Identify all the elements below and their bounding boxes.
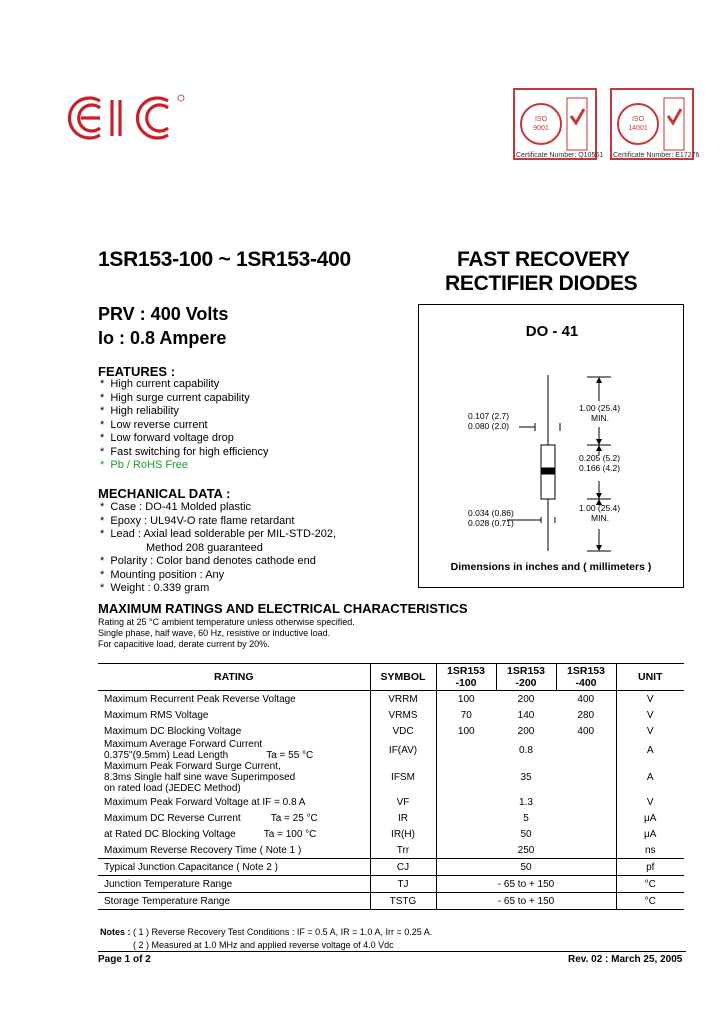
table-row: Maximum Reverse Recovery Time ( Note 1 ) Trr 250 ns bbox=[98, 842, 684, 859]
table-row: Maximum Recurrent Peak Reverse Voltage VRRM 100 200 400 V bbox=[98, 691, 684, 708]
table-row: Maximum Peak Forward Voltage at IF = 0.8 A VF 1.3 V bbox=[98, 794, 684, 810]
table-row: Junction Temperature Range TJ - 65 to + 150 °C bbox=[98, 876, 684, 893]
product-title-line1: FAST RECOVERY bbox=[457, 248, 630, 271]
features-heading: FEATURES : bbox=[98, 364, 176, 379]
table-row: Maximum DC Reverse Current Ta = 25 °C IR 5 μA bbox=[98, 810, 684, 826]
dim-lead-length-bottom: 1.00 (25.4) MIN. bbox=[579, 503, 621, 523]
list-item: * Fast switching for high efficiency bbox=[100, 445, 269, 458]
ratings-heading: MAXIMUM RATINGS AND ELECTRICAL CHARACTERISTICS bbox=[98, 601, 468, 616]
list-item: * High current capability bbox=[100, 378, 220, 390]
cert1-caption: Certificate Number: Q10561 bbox=[516, 152, 604, 159]
svg-text:ISO: ISO bbox=[534, 116, 548, 123]
revision-date: Rev. 02 : March 25, 2005 bbox=[568, 954, 683, 965]
cert2-caption: Certificate Number: E17276 bbox=[613, 152, 700, 159]
table-row: at Rated DC Blocking Voltage Ta = 100 °C IR(H) 50 μA bbox=[98, 826, 684, 842]
table-header-row: RATING SYMBOL 1SR153 -100 1SR153 -200 1SR153 -400 UNIT bbox=[98, 664, 684, 691]
dimension-caption: Dimensions in inches and ( millimeters ) bbox=[450, 561, 652, 573]
mechanical-heading: MECHANICAL DATA : bbox=[98, 486, 231, 501]
svg-text:14001: 14001 bbox=[628, 125, 648, 132]
list-item: * High surge current capability bbox=[100, 391, 250, 404]
list-item: * Low reverse current bbox=[100, 418, 208, 431]
io-rating: Io : 0.8 Ampere bbox=[98, 328, 227, 348]
iso9001-certificate-seal bbox=[513, 88, 597, 160]
notes-label: Notes : bbox=[100, 927, 131, 937]
list-item: * Low forward voltage drop bbox=[100, 432, 234, 444]
page-number: Page 1 of 2 bbox=[98, 954, 151, 965]
ratings-table bbox=[98, 663, 684, 910]
dim-lead-diameter: 0.034 (0.86) 0.028 (0.71) bbox=[468, 508, 514, 528]
iso14001-certificate-seal bbox=[610, 88, 694, 160]
dim-lead-length-top: 1.00 (25.4) MIN. bbox=[579, 403, 621, 423]
part-number-title: 1SR153-100 ~ 1SR153-400 bbox=[98, 248, 351, 271]
note-1: ( 1 ) Reverse Recovery Test Conditions : IF = 0.5 A, IR = 1.0 A, Irr = 0.25 A. bbox=[133, 927, 433, 937]
ratings-notes: Rating at 25 °C ambient temperature unless otherwise specified. Single phase, half wave, 60 Hz, resistive or inductive load. For capacitive load, derate current by 20%. bbox=[98, 617, 355, 649]
product-title-line2: RECTIFIER DIODES bbox=[445, 272, 638, 295]
footer-rule bbox=[98, 951, 686, 952]
list-item-cont: Method 208 guaranteed bbox=[146, 541, 263, 554]
table-row: Typical Junction Capacitance ( Note 2 ) CJ 50 pf bbox=[98, 859, 684, 876]
list-item: * Lead : Axial lead solderable per MIL-STD-202, bbox=[100, 528, 337, 540]
list-item: * Weight : 0.339 gram bbox=[100, 582, 210, 594]
package-diagram-box bbox=[418, 304, 684, 588]
eic-logo bbox=[60, 92, 190, 149]
svg-text:ISO: ISO bbox=[631, 116, 645, 123]
list-item: * Mounting position : Any bbox=[100, 568, 225, 581]
features-list bbox=[100, 378, 269, 473]
dim-body-diameter: 0.107 (2.7) 0.080 (2.0) bbox=[468, 411, 510, 431]
package-name: DO - 41 bbox=[525, 323, 579, 340]
list-item: * High reliability bbox=[100, 405, 179, 417]
mechanical-list bbox=[100, 501, 336, 596]
prv-rating: PRV : 400 Volts bbox=[98, 304, 229, 324]
table-row: Maximum DC Blocking Voltage VDC 100 200 400 V bbox=[98, 723, 684, 739]
rohs-item: * Pb / RoHS Free bbox=[100, 459, 189, 471]
table-row: Maximum Average Forward Current 0.375"(9.5mm) Lead Length Ta = 55 °C IF(AV) 0.8 A bbox=[98, 739, 684, 761]
list-item: * Polarity : Color band denotes cathode end bbox=[100, 555, 316, 567]
list-item: * Case : DO-41 Molded plastic bbox=[100, 501, 252, 513]
note-2: ( 2 ) Measured at 1.0 MHz and applied reverse voltage of 4.0 Vdc bbox=[133, 940, 394, 950]
do41-outline-drawing bbox=[419, 305, 683, 587]
table-row: Maximum RMS Voltage VRMS 70 140 280 V bbox=[98, 707, 684, 723]
svg-text:9001: 9001 bbox=[533, 125, 549, 132]
table-row: Storage Temperature Range TSTG - 65 to + 150 °C bbox=[98, 893, 684, 910]
list-item: * Epoxy : UL94V-O rate flame retardant bbox=[100, 514, 295, 527]
table-row: Maximum Peak Forward Surge Current, 8.3ms Single half sine wave Superimposed on rated load (JEDEC Method) IFSM 35 A bbox=[98, 761, 684, 794]
dim-body-length: 0.205 (5.2) 0.166 (4.2) bbox=[579, 453, 621, 473]
